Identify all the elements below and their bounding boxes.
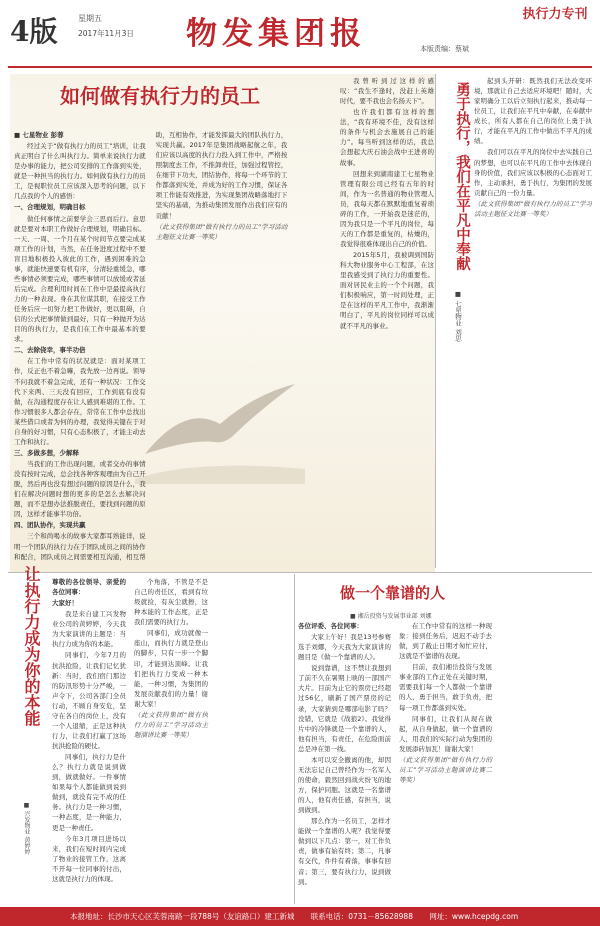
article-2-paragraph: 起到头开研：既然我们无法改变环境，那就让自己去适应环境吧！随时，大家明确分工以后立刻执行起来，推动每一位员工，让我们在平凡中奉献，在奉献中成长，所有人都在自己的岗位上勇于执行，才能在平凡的工作中做出不平凡的成绩。 [474, 77, 592, 146]
footer-phone: 联系电话：0731－85628988 [310, 912, 413, 921]
article-1-heading: 三、多做多想，少解释 [14, 448, 79, 457]
article-2-paragraph: 回想来到湖南建工七星物业管理有限公司已经有五年的时间，作为一名普通的物业管理人员，我每天都在默默地重复着琐碎的工作，一开始我是迷茫的，因为我只是一个平凡的岗位，每天的工作都是重复的，枯燥的，我觉得很难体现出自己的价值。 [340, 169, 434, 248]
footer-website: 网址：www.hcepdg.com [429, 912, 519, 921]
article-4-body [298, 621, 593, 904]
article-3-credit: （此文获得集团“做有执行力的员工”学习活动主题演讲比赛一等奖） [134, 710, 208, 739]
article-1-paragraph: 经过关于“做有执行力的员工”培训，让我真正明白了什么叫执行力。简单来说执行力就是办事的能力，把公司安排的工作落到实处，就是一种担当的执行力。如何做有执行力的员工，是视职位员工应该深入思考的问题，以下几点我的个人的感悟： [14, 142, 146, 201]
article-2-title: 勇于执行，我们在平凡中奉献 [454, 81, 471, 271]
article-2-paragraph: 2015年5月，我被调到国防科大物业服务中心工程部，在这里我感受到了执行力的重要性。面对居民业主的一个个问题，我们积极响应，第一时间处理，正是在这样的平凡工作中，我渐渐明白了，平凡的岗位同样可以成就不平凡的事业。 [340, 251, 434, 330]
article-1-credit: （此文获得集团“做有执行力的员工”学习活动主题征文比赛一等奖） [155, 222, 288, 241]
article-1-heading: 四、团队协作，实现共赢 [14, 521, 86, 530]
article-2-paragraph: 我们可以在平凡的岗位中去实践自己的梦想，也可以在平凡的工作中去体现自身的价值，我们应该以积极的心态面对工作，主动承担，勇于执行，为集团的发展贡献自己的一份力量。 [474, 148, 592, 197]
article-4-paragraph: 大家上午好！我是13号参赛选手刘娜，今天我为大家演讲的题目是《做一个靠谱的人》。 [298, 633, 391, 662]
article-2-credit: （此文获得集团“做有执行力的员工”学习活动主题征文比赛一等奖） [474, 199, 592, 218]
article-4-paragraph: 目前，我们湘岳投资与发展事业部的工作正处在关键时期，需要我们每一个人都做一个靠谱的人，勇于担当，敢于负责，把每一项工作都落到实处。 [399, 663, 492, 712]
article-4-paragraph: 本可以安全撤离的他，却因无法忘记自己曾经作为一名军人的使命，毅然回到战火纷飞的地方，保护同胞。这就是一名靠谱的人，他有责任感，有担当，说到做到。 [298, 755, 391, 815]
article-4-title: 做一个靠谱的人 [340, 584, 446, 602]
section-divider [8, 572, 592, 573]
special-edition-label: 执行力专刊 [522, 7, 588, 22]
article-4-credit: （此文获得集团“做有执行力的员工”学习活动主题演讲比赛二等奖） [399, 755, 492, 784]
article-1-title: 如何做有执行力的员工 [60, 84, 260, 108]
article-1-paragraph: 在工作中常有的状况就是：面对某项工作，反正也不着急嘛，我先放一边再说。领导不问我就不着急完成，还有一种状况：工作交代下来两、三天没有回应，工作到底有没有做，在沟通程度存在让人感到难堪的工作。工作习惯很多人都会存在，常常在工作中总找出某些借口或者为何的办理，我觉得关键在于对自身的好习惯，只有心态积极了，才能主动去工作和执行。 [14, 357, 146, 446]
issue-day: 星期五 [78, 14, 102, 23]
article-3-byline: ■ 兴发物业 黄婷婷 [23, 802, 30, 855]
article-1-heading: 一、合理规划，明确目标 [14, 203, 86, 212]
page-editor: 本版责编：蔡斌 [420, 45, 469, 53]
article-1-paragraph: 当我们的工作出现问题，或者交办的事情没有按时完成，总会找各种客观理由为自己开脱，然后再也没有想过问题的原因是什么，我们在解决问题时想的更多的是怎么去解决问题，而不是想办法推脱责任，要找到问题的原因，这样才能事半功倍。 [14, 460, 146, 519]
article-3-title: 让执行力成为你的本能 [22, 566, 41, 726]
article-1-heading: 二、去除侥幸，事半功倍 [14, 346, 86, 355]
footer-bar [0, 907, 600, 926]
article-2-lead: 我曾听到过这样的感叹：“我生不逢时，没赶上英雄时代，要不我也会名扬天下”。 [340, 77, 434, 106]
article-3-paragraph: 同事们，执行力是什么？执行力就是说到做到，做就做好。一件事情如果每个人都能做到说到做到，就没有完不成的任务。执行力是一种习惯，一种态度，是一种能力，更是一种责任。 [52, 753, 126, 832]
column-divider [435, 74, 436, 568]
article-3-paragraph: 同事们，成功就像一座山，而执行力就是登山的脚步，只有一步一个脚印，才能到达顶峰。让我们把执行力变成一种本能，一种习惯，为集团的发展贡献我们的力量！谢谢大家！ [134, 629, 208, 708]
masthead [0, 0, 600, 74]
issue-date: 2017年11月3日 [78, 29, 134, 38]
article-4-greeting: 各位评委、各位同事： [298, 622, 363, 630]
article-4-paragraph: 在工作中常有的这样一种现象：接到任务后，迟迟不动手去做，到了截止日期才匆忙应付，这就是不靠谱的表现。 [399, 622, 492, 661]
article-2-paragraph: 也许我们都有这样的想法，“我有环境不佳，没有这样的条件与机会去施展自己的能力”。每当听到这样的话，我总会想起大庆石油会战中王进喜的故事。 [340, 108, 434, 167]
column-divider [294, 574, 295, 904]
article-4-paragraph: 说到靠谱，这不禁让我想到了前不久在暑期上映的一部国产大片。目前为止它的票房已经超过56亿，刷新了国产票房的记录，大家猜到是哪部电影了吗？没错，它就是《战狼2》。我觉得片中的冷锋就是一个靠谱的人，他有担当，有责任，在危险面前总是冲在第一线。 [298, 664, 391, 753]
article-4-paragraph: 那么作为一名员工，怎样才能做一个靠谱的人呢？我觉得要做到以下几点：第一，对工作负责，做事有始有终；第二，凡事有交代，件件有着落，事事有回音；第三，要有执行力，说到做到。 [298, 817, 391, 886]
article-4-byline: ■ 湘岳投资与发展事业部 刘娜 [350, 613, 432, 620]
newspaper-title: 物发集团报 [186, 16, 366, 52]
article-2-col1 [340, 76, 434, 566]
article-2-byline: ■ 七星物业 刘思 [454, 290, 462, 342]
article-3-greeting: 大家好！ [52, 599, 78, 608]
footer-address: 本报地址：长沙市天心区芙蓉南路一段788号（友谊路口）建工新城 [70, 912, 295, 921]
article-1-byline: ■ 七星物业 彭蓉 [14, 131, 64, 139]
header-rule [8, 66, 592, 68]
article-3-body [52, 577, 290, 902]
article-3-paragraph: 今年3月项目进场以来，我们在短时间内完成了物业的接管工作，这离不开每一位同事的付出，这就是执行力的体现。 [52, 834, 126, 883]
article-3-paragraph: 同事们，今年7月的抗洪抢险，让我们记忆犹新：当时，我们宿门那边的防汛形势十分严峻，一声令下，公司各部门全员行动，不顾自身安危，坚守在各自的岗位上，没有一个人退缩，正是这种执行力，让我们打赢了这场抗洪抢险的硬仗。 [52, 651, 126, 750]
page-number: 4版 [10, 15, 58, 48]
article-1-paragraph: 三个和尚喝水的故事大家都耳熟能详，说明一个团队的执行力在于团队成员之间的协作和配合，团队成员之间需要相互沟通，相互帮助，互相协作，才能发挥最大的团队执行力，实现共赢。2017年是集团战略起航之年，我们应该以高度的执行力投入到工作中，严格按照制度去工作，不推卸责任，加强过程管控，在细节下功夫，团结协作，将每一个环节的工作都落到实处，并成为好的工作习惯，保证各项工作能有效推进，为实现集团战略落地打下坚实的基础，为推动集团发展作出我们应有的贡献！ [14, 131, 288, 561]
article-2-col2 [474, 76, 592, 566]
article-3-greeting: 尊敬的各位领导、亲爱的各位同事： [52, 578, 126, 597]
article-4-paragraph: 同事们，让我们从现在做起，从自身做起，做一个靠谱的人，用我们的实际行动为集团的发展添砖加瓦！谢谢大家！ [399, 714, 492, 753]
article-1-paragraph: 做任何事情之前要学会三思而后行。意思就是要对本职工作做好合理规划，明确目标。一天、一周、一个月在某个时间节点要完成某项工作的计划，当然，在任务进度过程中不要盲目地积极投入彼此的工作，遇到困难的急事，就能快速要有机有序，分清轻重缓急，哪些事情必须要完成，哪些事情可以放缓或者延后完成。合理利用时间在工作中是最提高执行力的一种表现。身在其位谋其职，在接受工作任务后应一切努力把工作做好，更以阻碍，自信的公式把事情做到最好，只有一种抛开为达目的的执行力，是我们在工作中最基本的要求。 [14, 214, 146, 344]
article-3-paragraph: 个角落，不管是不是自己的责任区，看到有垃圾就捡，有灰尘就擦，这种本能的工作态度，正是我们需要的执行力。 [134, 578, 208, 627]
article-3-paragraph: 我是来自建工兴发物业公司的黄婷婷，今天我为大家演讲的主题是：当执行力成为你的本能。 [52, 610, 126, 649]
